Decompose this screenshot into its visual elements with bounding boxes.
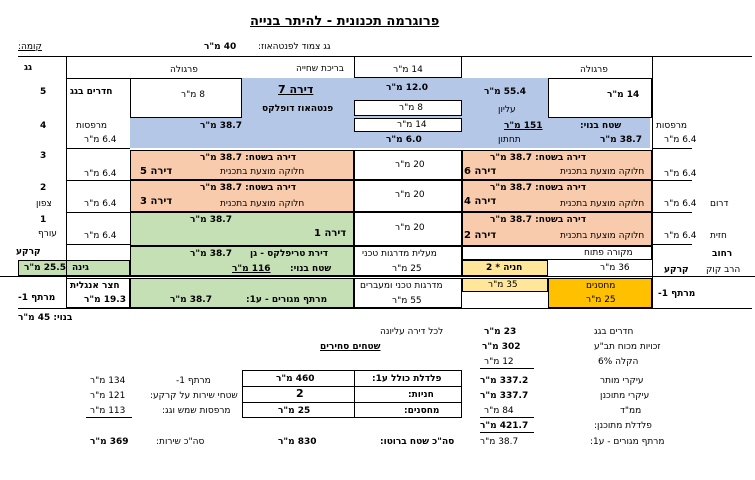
- parking-label: חניה * 2: [486, 263, 523, 273]
- rights-label: זכויות מכוח תב"ע: [594, 342, 661, 352]
- penthouse-label: פנטהאוז דופלקס: [262, 104, 334, 114]
- south-label: דרום: [710, 199, 729, 209]
- floor-label-3: 3: [40, 151, 47, 161]
- floor-area-planned-value: 421.7 מ"ר: [480, 421, 529, 431]
- elevator-label: מעלית מדרגות טכני: [362, 249, 437, 259]
- triplex-built-label: שטח בנוי:: [290, 264, 332, 274]
- total-floor-label: פלדלת כולל ע1:: [372, 374, 442, 384]
- f5-right-value1: 55.4 מ"ר: [484, 87, 526, 97]
- floor-label-roof: גג: [24, 63, 33, 73]
- storage-value2: 25 מ"ר: [586, 295, 616, 305]
- apt4-label: דירה 4: [464, 196, 497, 207]
- basement-service-label: מרתף 1-: [176, 376, 211, 386]
- pergola-right: פרגולה: [580, 65, 608, 75]
- f2-balc-left: 6.4 מ"ר: [84, 199, 117, 209]
- closed-areas-label: שטחים סחירים: [320, 342, 381, 352]
- f5-right-value2: 14 מ"ר: [607, 90, 640, 100]
- storage-total-label: מחסנים:: [404, 406, 440, 416]
- relief-value: 12 מ"ר: [484, 357, 514, 367]
- apt6-area: דירה בשטח: 38.7 מ"ר: [490, 153, 587, 163]
- f5-left-cell: [130, 78, 242, 118]
- f5-left-value: 8 מ"ר: [181, 90, 205, 100]
- triplex-label: דירת טריפלקס - גן: [250, 249, 329, 259]
- tech-value: 55 מ"ר: [392, 296, 422, 306]
- service-total-value: 369 מ"ר: [90, 437, 129, 447]
- pool-cell: [354, 56, 462, 78]
- basement-living-summary-label: מרתף מגורים - ע1:: [590, 437, 665, 447]
- triplex-built-value: 116 מ"ר: [232, 264, 271, 274]
- gross-value: 830 מ"ר: [278, 437, 317, 447]
- f3-mid-value: 20 מ"ר: [395, 160, 425, 170]
- apt4-split: חלוקה מוצעת בתכנית: [560, 199, 645, 209]
- mamad-value: 84 מ"ר: [484, 406, 514, 416]
- f1-mid-value: 20 מ"ר: [395, 223, 425, 233]
- service-total-label: סה"כ שירות:: [156, 437, 205, 447]
- pool-value: 14 מ"ר: [393, 65, 423, 75]
- roof-rooms-label: חדרים בגג: [70, 87, 113, 97]
- main-allowed-label: עיקרי מותר: [600, 376, 644, 386]
- area-built-value: 151 מ"ר: [504, 121, 543, 131]
- floor-label-1: 1: [40, 215, 47, 225]
- ground-service-label: שטחי שירות על קרקע:: [150, 391, 238, 401]
- main-allowed-value: 337.2 מ"ר: [480, 376, 529, 386]
- storage-total-value: 25 מ"ר: [278, 406, 311, 416]
- basement-living-summary-value: 38.7 מ"ר: [480, 437, 519, 447]
- total-floor-value: 460 מ"ר: [276, 374, 315, 384]
- roof-note: גג צמוד לפנטהאוז:: [258, 42, 331, 52]
- apt7-label: דירה 7: [278, 83, 314, 96]
- f3-mid-cell: [354, 150, 462, 180]
- f1-balc-left: 6.4 מ"ר: [84, 231, 117, 241]
- f1-balc-right: 6.4 מ"ר: [664, 231, 697, 241]
- pool-label: בריכת שחייה: [296, 64, 344, 74]
- floor-label-basement-right: מרתף 1-: [658, 289, 696, 299]
- lower-label: תחתון: [498, 135, 521, 145]
- floor-label-5: 5: [40, 87, 47, 97]
- floor-label-ground-right: קרקע: [664, 265, 689, 275]
- storage-label: מחסנים: [586, 281, 616, 291]
- balconies-left: מרפסות: [76, 121, 108, 131]
- floor-label-ground: קרקע: [16, 247, 41, 257]
- floor-label-4: 4: [40, 121, 47, 131]
- garden-value: 25.5 מ"ר: [24, 263, 66, 273]
- floor-label-basement: מרתף 1-: [18, 293, 56, 303]
- f4-mid-value1: 14 מ"ר: [397, 120, 427, 130]
- relief-label: הקלה 6%: [598, 357, 639, 367]
- balc-right-value: 6.4 מ"ר: [664, 135, 697, 145]
- floor-area-planned-label: פלדלת מתוכנן:: [594, 421, 652, 431]
- f1-mid-cell: [354, 212, 462, 246]
- f3-balc-left: 6.4 מ"ר: [84, 169, 117, 179]
- english-yard-label: חצר אנגלית: [70, 281, 120, 291]
- main-planned-value: 337.7 מ"ר: [480, 391, 529, 401]
- apt4-area: דירה בשטח: 38.7 מ"ר: [490, 183, 587, 193]
- summary-roof-rooms: חדרים בגג: [594, 327, 634, 337]
- f4-mid-cell1: [354, 118, 462, 132]
- per-upper-label: לכל דירה עליונה: [380, 327, 444, 337]
- apt3-label: דירה 3: [140, 196, 173, 207]
- apt2-split: חלוקה מוצעת בתכנית: [560, 231, 645, 241]
- f2-balc-right: 6.4 מ"ר: [664, 199, 697, 209]
- street-name: הרב קוק: [706, 265, 741, 275]
- f3-balc-right: 6.4 מ"ר: [664, 169, 697, 179]
- apt6-label: דירה 6: [464, 166, 497, 177]
- mamad-label: ממ"ד: [620, 406, 642, 416]
- apt2-label: דירה 2: [464, 230, 497, 241]
- open-shelter-label: מקורה פתוח: [584, 248, 633, 258]
- basement-built-total: בנוי: 45 מ"ר: [18, 313, 73, 323]
- f4-mid-value2: 6.0 מ"ר: [386, 135, 422, 145]
- street-label: רחוב: [712, 249, 733, 259]
- f2-mid-value: 20 מ"ר: [395, 190, 425, 200]
- f2-mid-cell: [354, 180, 462, 212]
- apt5-label: דירה 5: [140, 166, 173, 177]
- roof-note-value: 40 מ"ר: [204, 42, 237, 52]
- apt6-split: חלוקה מוצעת בתכנית: [560, 167, 645, 177]
- parking-total-label: חניות:: [408, 390, 434, 400]
- summary-roof-rooms-value: 23 מ"ר: [484, 327, 517, 337]
- f5-right-cell: [548, 78, 652, 118]
- basement-service-value: 134 מ"ר: [90, 376, 126, 386]
- parking-total-value: 2: [296, 387, 304, 400]
- floor-legend: קומה:: [18, 42, 42, 52]
- ground-mid-value: 25 מ"ר: [392, 264, 422, 274]
- english-yard-value: 19.3 מ"ר: [84, 295, 126, 305]
- rear-label: עורף: [38, 229, 57, 239]
- floor-label-2: 2: [40, 183, 47, 193]
- apt2-area: דירה בשטח: 38.7 מ"ר: [490, 215, 587, 225]
- ground-service-value: 121 מ"ר: [90, 391, 126, 401]
- f5-mid-cell: [354, 100, 462, 116]
- f1-left-value: 38.7 מ"ר: [190, 215, 232, 225]
- apt1-label: דירה 1: [314, 228, 347, 239]
- apt5-area: דירה בשטח: 38.7 מ"ר: [200, 153, 297, 163]
- balc-left-value: 6.4 מ"ר: [84, 135, 117, 145]
- storage-value1: 35 מ"ר: [488, 280, 518, 290]
- f5-mid-value: 8 מ"ר: [399, 103, 423, 113]
- apt5-split: חלוקה מוצעת בתכנית: [220, 167, 305, 177]
- basement-left-value: 38.7 מ"ר: [170, 295, 212, 305]
- balcony-roof-label: מרפסות שמש וגג:: [162, 406, 231, 416]
- front-label: חזית: [710, 231, 727, 241]
- gross-label: סה"כ שטח ברוטו:: [380, 437, 455, 447]
- page-title: פרוגרמה תכנונית - להיתר בנייה: [250, 14, 440, 29]
- basement-living-label: מרתף מגורים - ע1:: [246, 295, 328, 305]
- rights-value: 302 מ"ר: [482, 342, 521, 352]
- apt3-split: חלוקה מוצעת בתכנית: [220, 199, 305, 209]
- f4-right-value: 38.7 מ"ר: [600, 135, 642, 145]
- ground-left-value: 38.7 מ"ר: [190, 249, 232, 259]
- apt3-area: דירה בשטח: 38.7 מ"ר: [200, 183, 297, 193]
- area-built-label: שטח בנוי:: [580, 121, 622, 131]
- balcony-roof-value: 113 מ"ר: [90, 406, 126, 416]
- garden-label: גינה: [72, 263, 89, 273]
- f4-left-value: 38.7 מ"ר: [200, 121, 242, 131]
- pergola-left: פרגולה: [170, 65, 198, 75]
- north-label: צפון: [36, 199, 52, 209]
- main-planned-label: עיקרי מתוכנן: [600, 391, 650, 401]
- balconies-right: מרפסות: [656, 121, 688, 131]
- upper-label: עליון: [498, 105, 516, 115]
- apt7-value: 12.0 מ"ר: [386, 83, 428, 93]
- tech-label: מדרגות טכני ומעברים: [360, 281, 443, 291]
- ground-right-value: 36 מ"ר: [600, 263, 630, 273]
